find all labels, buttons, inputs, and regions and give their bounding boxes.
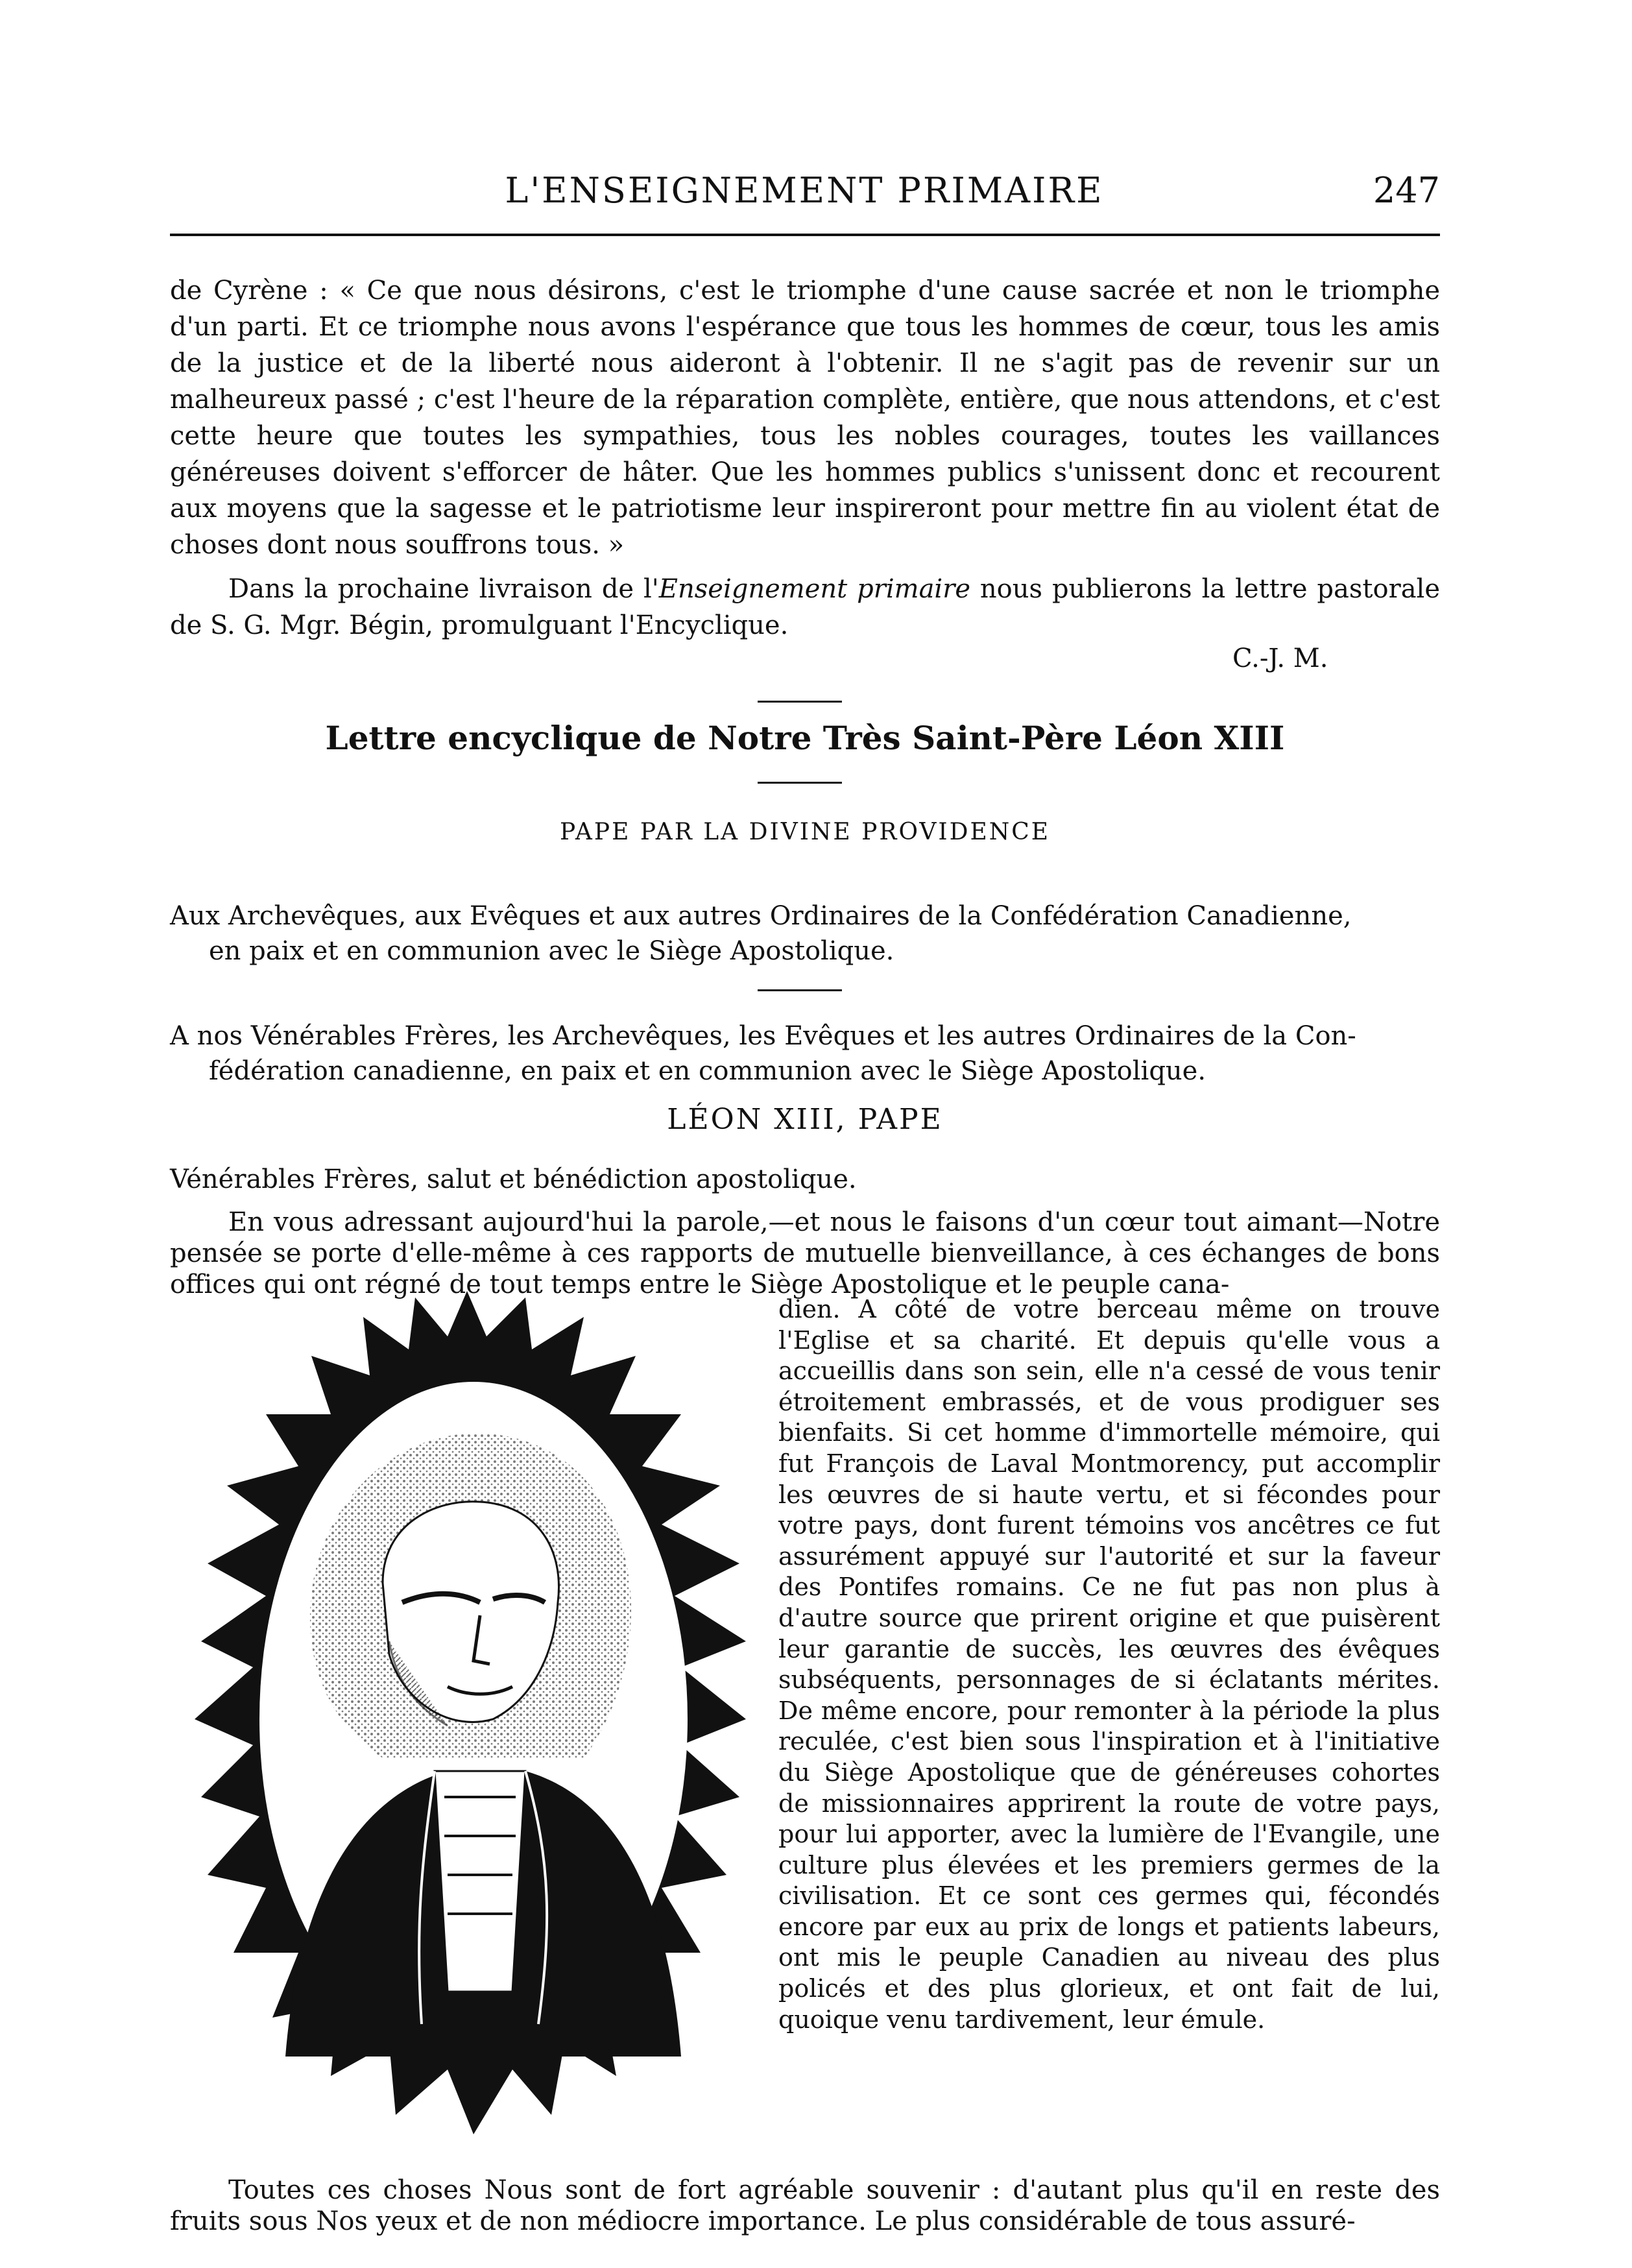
author-signature: C.-J. M.	[1232, 644, 1328, 673]
address-second-line1: A nos Vénérables Frères, les Archevêques, les Evêques et les autres Ordinaires de la Con-	[170, 1021, 1356, 1051]
address-second-line2: fédération canadienne, en paix et en communion avec le Siège Apostolique.	[209, 1056, 1206, 1086]
journal-name: Enseignement primaire	[658, 574, 971, 604]
body-closing	[170, 2175, 1440, 2237]
body-column-right	[778, 1294, 1440, 2035]
section-rule	[758, 782, 842, 784]
portrait-illustration	[188, 1278, 759, 2141]
next-issue-before: Dans la prochaine livraison de l'	[228, 574, 659, 604]
next-issue-after: nous publierons la lettre pastorale de S. G. Mgr. Bégin, promulguant l'Encyclique.	[170, 574, 1440, 640]
pope-heading: LÉON XIII, PAPE	[667, 1103, 943, 1136]
address-first	[170, 899, 1440, 969]
portrait-engraving	[188, 1278, 759, 2141]
encyclical-title: Lettre encyclique de Notre Très Saint-Père Léon XIII	[325, 719, 1285, 757]
header-rule	[170, 234, 1440, 236]
intro-paragraph	[170, 272, 1440, 563]
page-number: 247	[1373, 170, 1440, 211]
address-second	[170, 1019, 1440, 1089]
section-rule	[758, 701, 842, 703]
address-first-line2: en paix et en communion avec le Siège Apostolique.	[209, 936, 894, 966]
body-opening-text: En vous adressant aujourd'hui la parole,—et nous le faisons d'un cœur tout aimant—Notre pensée se porte d'elle-même à ces rapports de mutuelle bienveillance, à ces échanges de bons offices qui ont régné de tout temps entre le Siège Apostolique et le peuple cana-	[170, 1207, 1440, 1299]
running-title: L'ENSEIGNEMENT PRIMAIRE	[505, 170, 1104, 211]
next-issue-paragraph	[170, 571, 1440, 644]
body-column-text: dien. A côté de votre berceau même on trouve l'Eglise et sa charité. Et depuis qu'elle vous a accueillis dans son sein, elle n'a cessé de vous tenir étroitement embrassés, et de vous prodiguer ses bienfaits. Si cet homme d'immortelle mémoire, qui fut François de Laval Montmorency, put accomplir les œuvres de si haute vertu, et si fécondes pour votre pays, dont furent témoins vos ancêtres ce fut assurément appuyé sur l'autorité et sur la faveur des Pontifes romains. Ce ne fut pas non plus à d'autre source que prirent origine et que puisèrent leur garantie de succès, les œuvres des évêques subséquents, personnages de si éclatants mérites. De même encore, pour remonter à la période la plus reculée, c'est bien sous l'inspiration et à l'initiative du Siège Apostolique que de généreuses cohortes de missionnaires apprirent la route de votre pays, pour lui apporter, avec la lumière de l'Evangile, une culture plus élevées et les premiers germes de la civilisation. Et ce sont ces germes qui, fécondés encore par eux au prix de longs et patients labeurs, ont mis le peuple Canadien au niveau des plus policés et des plus glorieux, et ont fait de lui, quoique venu tardivement, leur émule.	[778, 1295, 1440, 2034]
section-rule	[758, 989, 842, 991]
next-issue-text	[170, 571, 1440, 644]
intro-quote-text: de Cyrène : « Ce que nous désirons, c'est le triomphe d'une cause sacrée et non le triomphe d'un parti. Et ce triomphe nous avons l'espérance que tous les hommes de cœur, tous les amis de la justice et de la liberté nous aideront à l'obtenir. Il ne s'agit pas de revenir sur un malheureux passé ; c'est l'heure de la réparation complète, entière, que nous attendons, et c'est cette heure que toutes les sympathies, tous les nobles courages, toutes les vaillances généreuses doivent s'efforcer de hâter. Que les hommes publics s'unissent donc et recourent aux moyens que la sagesse et le patriotisme leur inspireront pour mettre fin au violent état de choses dont nous souffrons tous. »	[170, 276, 1440, 560]
salutation: Vénérables Frères, salut et bénédiction apostolique.	[170, 1164, 857, 1194]
body-closing-text: Toutes ces choses Nous sont de fort agréable souvenir : d'autant plus qu'il en reste des fruits sous Nos yeux et de non médiocre importance. Le plus considérable de tous assuré-	[170, 2175, 1440, 2236]
encyclical-subtitle: PAPE PAR LA DIVINE PROVIDENCE	[559, 819, 1051, 845]
address-first-line1: Aux Archevêques, aux Evêques et aux autres Ordinaires de la Confédération Canadienne,	[170, 901, 1352, 931]
page-header	[169, 170, 1440, 215]
